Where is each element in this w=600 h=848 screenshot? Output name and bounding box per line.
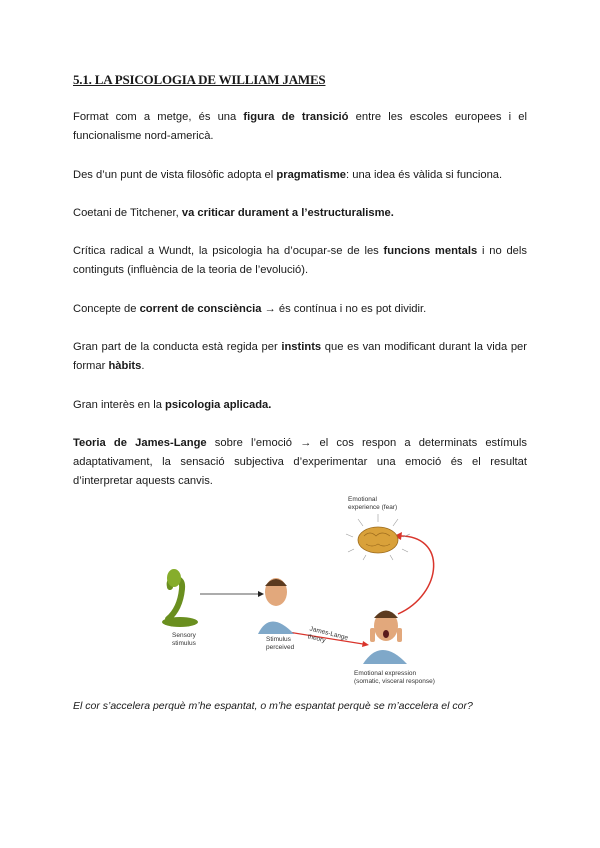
text-run: Gran interès en la [73, 399, 166, 411]
bold-term: corrent de consciència [139, 303, 262, 315]
figure-illustration [158, 494, 451, 692]
bold-term: pragmatisme [276, 169, 347, 181]
bold-term: va criticar durament a l’estructuralisme. [181, 207, 394, 219]
bold-term: instints [281, 341, 322, 353]
paragraph-pragmatism [73, 166, 527, 185]
paragraph-stream [73, 300, 527, 319]
text-run: Format com a metge, és una [73, 111, 244, 123]
label-stimulus-perceived: Stimulus perceived [266, 636, 295, 651]
bold-term: Teoria de James-Lange [73, 437, 207, 449]
text-run: Coetani de Titchener, [73, 207, 182, 219]
bold-term: psicologia aplicada. [165, 399, 272, 411]
text-run: que es van modificant durant la vida per formar [73, 341, 527, 372]
text-run: Gran part de la conducta està regida per [73, 341, 282, 353]
text-run: . [141, 360, 145, 372]
paragraph-instincts [73, 338, 527, 376]
text-run: Crítica radical a Wundt, la psicologia ha d’ocupar-se de les [73, 245, 384, 257]
bold-term: funcions mentals [383, 245, 478, 257]
text-run: i no dels continguts (influència de la teoria de l’evolució). [73, 245, 527, 276]
stimulus-arrowhead [258, 591, 264, 597]
calm-person-icon [258, 578, 294, 634]
text-run: entre les escoles europees i el funcionalisme nord-americà. [73, 111, 527, 142]
label-sensory-stimulus: Sensory stimulus [172, 632, 196, 647]
text-run: Concepte de [73, 303, 140, 315]
label-emotional-expression: Emotional expression (somatic, visceral response) [354, 670, 435, 685]
label-james-lange-theory: James-Lange theory [306, 625, 349, 645]
label-emotional-experience: Emotional experience (fear) [348, 496, 398, 511]
paragraph-james-lange [73, 434, 527, 491]
text-run: : una idea és vàlida si funciona. [346, 169, 503, 181]
text-run: sobre l’emoció → el cos respon a determinats estímuls adaptativament, la sensació subjectiva d’experimentar una emoció és el resultat d’interpretar aquests canvis. [73, 437, 527, 487]
text-run: Des d’un punt de vista filosòfic adopta el [73, 169, 277, 181]
bold-term: figura de transició [243, 111, 349, 123]
text-run: → és contínua i no es pot dividir. [261, 303, 427, 315]
feedback-arrow [398, 536, 434, 614]
bold-term: hàbits [108, 360, 142, 372]
james-lange-figure [158, 494, 451, 692]
snake-icon [162, 569, 198, 627]
section-title: 5.1. LA PSICOLOGIA DE WILLIAM JAMES [73, 72, 326, 87]
theory-arrowhead [362, 641, 369, 647]
scared-person-icon [363, 611, 407, 665]
paragraph-wundt [73, 242, 527, 280]
figure-caption: El cor s’accelera perquè m’he espantat, o m’he espantat perquè se m’accelera el cor? [73, 700, 473, 712]
paragraph-applied [73, 396, 527, 415]
paragraph-titchener [73, 204, 527, 223]
paragraph-transition [73, 108, 527, 146]
